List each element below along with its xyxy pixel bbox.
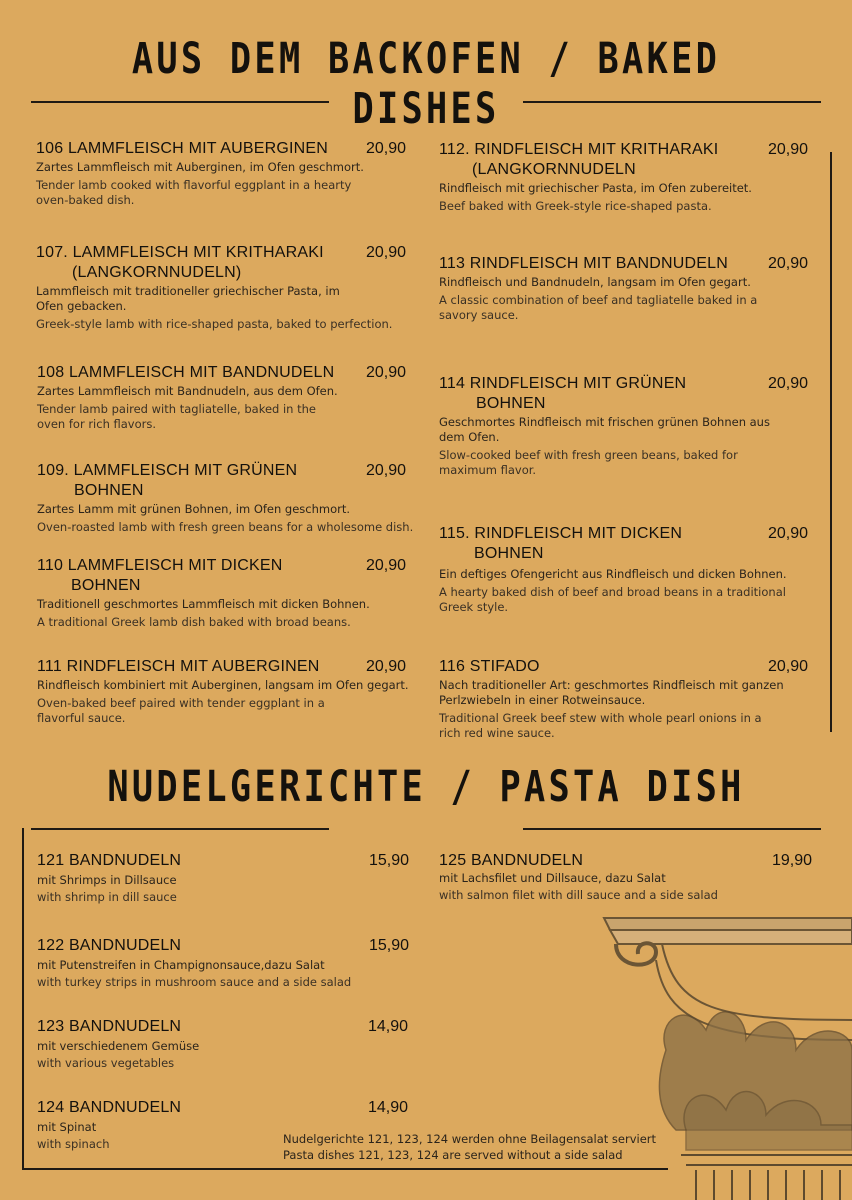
item-price: 20,90 [768,375,809,392]
item-title: 116 STIFADO [439,658,540,675]
item-description-en: Tender lamb paired with tagliatelle, baked in the oven for rich flavors. [37,402,316,431]
menu-item-111 [37,657,417,726]
menu-item-116 [439,657,819,741]
item-price: 20,90 [366,140,407,157]
item-price: 20,90 [366,364,407,381]
menu-item-122 [37,936,417,990]
item-title [439,140,819,180]
item-description-en: Traditional Greek beef stew with whole pearl onions in a rich red wine sauce. [439,711,762,740]
item-title-line1: 107. LAMMFLEISCH MIT KRITHARAKI [36,244,324,261]
menu-item-115 [439,524,819,615]
item-description-en: Tender lamb cooked with flavorful eggplant in a hearty oven-baked dish. [36,178,352,207]
item-price: 14,90 [368,1018,409,1035]
corinthian-column-illustration [596,900,852,1200]
menu-item-114 [439,374,819,478]
item-title-line2: (LANGKORNNUDELN [472,161,636,178]
item-price: 20,90 [366,462,407,479]
item-title-line2: (LANGKORNNUDELN) [72,264,242,281]
pasta-dishes-heading: NUDELGERICHTE / PASTA DISH [107,762,745,812]
menu-item-112 [439,140,819,214]
item-description-de: mit Lachsfilet und Dillsauce, dazu Salat [439,871,666,885]
item-price: 20,90 [768,658,809,675]
baked-dishes-heading: AUS DEM BACKOFEN / BAKED DISHES [131,34,721,134]
item-description-de: Ein deftiges Ofengericht aus Rindfleisch und dicken Bohnen. [439,567,787,581]
heading-rule-left [31,828,329,830]
item-description-en: A classic combination of beef and tagliatelle baked in a savory sauce. [439,293,758,322]
item-description-en: with shrimp in dill sauce [37,890,177,904]
item-title [439,374,819,414]
item-description-de: Lammfleisch mit traditioneller griechischer Pasta, im Ofen gebacken. [36,284,340,313]
item-description-de: mit Spinat [37,1120,97,1134]
item-title-line1: 114 RINDFLEISCH MIT GRÜNEN [439,375,687,392]
item-title [37,556,417,596]
section-border-left [22,828,24,1170]
item-title: 106 LAMMFLEISCH MIT AUBERGINEN [36,140,328,157]
item-title: 113 RINDFLEISCH MIT BANDNUDELN [439,255,729,272]
item-title-line1: 115. RINDFLEISCH MIT DICKEN [439,525,683,542]
item-price: 20,90 [768,525,809,542]
item-title-line1: 109. LAMMFLEISCH MIT GRÜNEN [37,462,298,479]
item-title: 125 BANDNUDELN [439,852,584,869]
item-title-line2: BOHNEN [74,482,144,499]
item-price: 19,90 [772,852,813,869]
item-title-line1: 112. RINDFLEISCH MIT KRITHARAKI [439,141,719,158]
heading-rule-right [523,101,821,103]
menu-item-121 [37,851,417,905]
item-description-en: with turkey strips in mushroom sauce and a side salad [37,975,352,989]
menu-item-125 [439,851,819,903]
heading-rule-left [31,101,329,103]
item-description-en: A hearty baked dish of beef and broad beans in a traditional Greek style. [439,585,786,614]
item-description-de: Zartes Lammfleisch mit Auberginen, im Ofen geschmort. [36,160,364,174]
item-description-en: Slow-cooked beef with fresh green beans, baked for maximum flavor. [439,448,738,477]
item-title-line2: BOHNEN [474,545,544,562]
item-title: 108 LAMMFLEISCH MIT BANDNUDELN [37,364,335,381]
item-description-en: with salmon filet with dill sauce and a side salad [439,888,718,902]
item-description-en: Greek-style lamb with rice-shaped pasta, baked to perfection. [36,317,393,331]
item-price: 20,90 [768,255,809,272]
item-description-de: Rindfleisch mit griechischer Pasta, im Ofen zubereitet. [439,181,752,195]
item-title-line2: BOHNEN [476,395,546,412]
item-description-de: mit Shrimps in Dillsauce [37,873,177,887]
item-price: 20,90 [366,557,407,574]
item-title-line1: 110 LAMMFLEISCH MIT DICKEN [37,557,283,574]
item-title [439,524,819,564]
section-border-bottom [22,1168,668,1170]
menu-item-109 [37,461,417,535]
item-description-de: Traditionell geschmortes Lammfleisch mit dicken Bohnen. [37,597,370,611]
pasta-note-en: Pasta dishes 121, 123, 124 are served without a side salad [283,1148,623,1162]
menu-item-113 [439,254,819,323]
item-price: 15,90 [369,852,410,869]
item-price: 15,90 [369,937,410,954]
item-description-en: with spinach [37,1137,110,1151]
pasta-note-de: Nudelgerichte 121, 123, 124 werden ohne Beilagensalat serviert [283,1132,657,1146]
item-description-de: Zartes Lamm mit grünen Bohnen, im Ofen geschmort. [37,502,351,516]
section-border-right [830,152,832,732]
item-title: 111 RINDFLEISCH MIT AUBERGINEN [37,658,320,675]
menu-item-110 [37,556,417,630]
item-title [36,243,416,283]
item-title: 123 BANDNUDELN [37,1018,182,1035]
item-title: 122 BANDNUDELN [37,937,182,954]
menu-item-106 [36,139,416,208]
item-description-de: mit verschiedenem Gemüse [37,1039,200,1053]
item-title: 121 BANDNUDELN [37,852,182,869]
menu-item-123 [37,1017,417,1071]
item-description-en: Oven-baked beef paired with tender eggplant in a flavorful sauce. [37,696,325,725]
item-description-en: A traditional Greek lamb dish baked with broad beans. [37,615,351,629]
item-title-line2: BOHNEN [71,577,141,594]
item-price: 20,90 [366,658,407,675]
item-description-de: Zartes Lammfleisch mit Bandnudeln, aus dem Ofen. [37,384,338,398]
item-description-en: Beef baked with Greek-style rice-shaped pasta. [439,199,712,213]
menu-item-107 [36,243,416,332]
item-description-en: Oven-roasted lamb with fresh green beans for a wholesome dish. [37,520,414,534]
item-price: 20,90 [768,141,809,158]
item-description-de: Rindfleisch und Bandnudeln, langsam im Ofen gegart. [439,275,751,289]
item-title: 124 BANDNUDELN [37,1099,182,1116]
item-title [37,461,417,501]
item-description-de: Nach traditioneller Art: geschmortes Rindfleisch mit ganzen Perlzwiebeln in einer Rotweinsauce. [439,678,784,707]
item-price: 14,90 [368,1099,409,1116]
item-description-de: Geschmortes Rindfleisch mit frischen grünen Bohnen aus dem Ofen. [439,415,770,444]
menu-item-108 [37,363,417,432]
item-description-de: mit Putenstreifen in Champignonsauce,dazu Salat [37,958,325,972]
heading-rule-right [523,828,821,830]
item-description-en: with various vegetables [37,1056,175,1070]
item-description-de: Rindfleisch kombiniert mit Auberginen, langsam im Ofen gegart. [37,678,409,692]
item-price: 20,90 [366,244,407,261]
